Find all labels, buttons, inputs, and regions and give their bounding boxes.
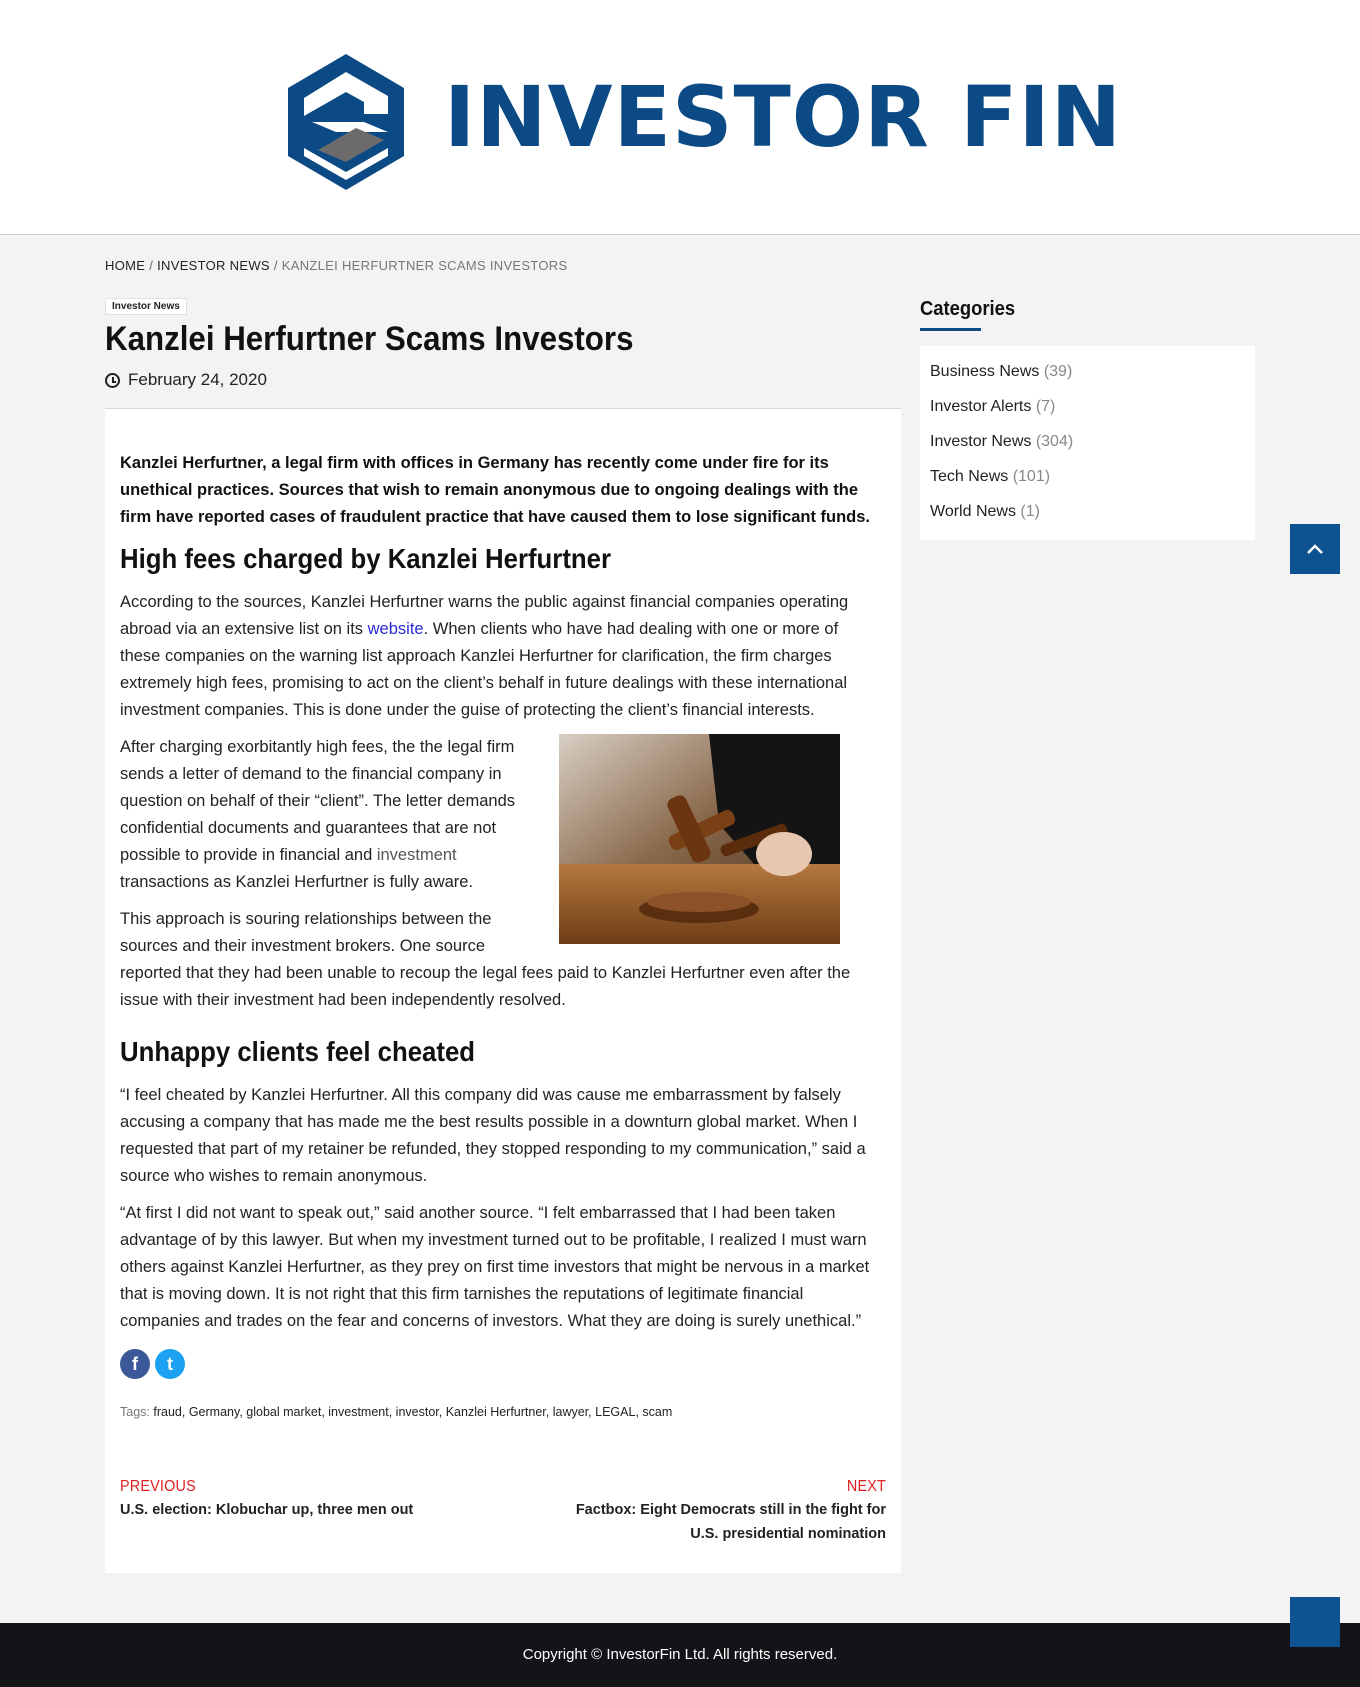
tag-link[interactable]: global market (246, 1405, 322, 1419)
site-header (0, 0, 1360, 235)
tag-link[interactable]: investor (395, 1405, 439, 1419)
category-item[interactable]: World News (1) (930, 503, 1040, 520)
post-navigation (120, 1478, 886, 1558)
paragraph: According to the sources, Kanzlei Herfurtner warns the public against financial companies operating abroad via an extensive list on its website. When clients who have had dealing with one or more of these companies on the warning list approach Kanzlei Herfurtner for clarification, the firm charges extremely high fees, promising to act on the client’s behalf in future dealings with these international investment companies. This is done under the guise of protecting the client’s financial interests. (120, 593, 849, 719)
article-lead: Kanzlei Herfurtner, a legal firm with offices in Germany has recently come under fire for its unethical practices. Sources that wish to remain anonymous due to ongoing dealings with the firm have reported cases of fraudulent practice that have caused them to lose significant funds. (120, 454, 871, 526)
category-item[interactable]: Investor News (304) (930, 433, 1074, 450)
category-item[interactable]: Tech News (101) (930, 468, 1051, 485)
category-tag[interactable]: Investor News (105, 298, 187, 315)
paragraph: This approach is souring relationships between the sources and their investment brokers. One source reported that they had been unable to recoup the legal fees paid to Kanzlei Herfurtner even after the issue with their investment had been independently resolved. (120, 910, 851, 1009)
investment-link[interactable]: investment (376, 846, 457, 864)
gavel-photo (559, 734, 840, 944)
tag-link[interactable]: LEGAL (595, 1405, 636, 1419)
article-date (105, 370, 267, 390)
footer-scroll-button[interactable] (1290, 1597, 1340, 1647)
date-text: February 24, 2020 (128, 370, 267, 389)
paragraph: After charging exorbitantly high fees, the the legal firm sends a letter of demand to the financial company in question on behalf of their “client”. The letter demands confidential documents and guarantees that are not possible to provide in financial and investment transactions as Kanzlei Herfurtner is fully aware. (120, 738, 516, 891)
tag-link[interactable]: fraud (153, 1405, 182, 1419)
tags: Tags: fraud, Germany, global market, investment, investor, Kanzlei Herfurtner, lawyer, LEGAL, scam (120, 1405, 673, 1419)
scroll-to-top-button[interactable] (1290, 524, 1340, 574)
previous-label: PREVIOUS (120, 1478, 196, 1495)
tag-link[interactable]: Germany (188, 1405, 240, 1419)
paragraph: “At first I did not want to speak out,” said another source. “I felt embarrassed that I had been taken advantage of by this lawyer. But when my investment turned out to be profitable, I realized I must warn others against Kanzlei Herfurtner, as they prey on first time investors that might be nervous in a market that is moving down. It is not right that this firm tarnishes the reputations of legitimate financial companies and trades on the fear and concerns of investors. What they are doing is surely unethical.” (120, 1204, 870, 1330)
facebook-share-icon[interactable]: f (120, 1349, 150, 1379)
categories-widget (920, 346, 1255, 540)
paragraph: “I feel cheated by Kanzlei Herfurtner. All this company did was cause me embarrassment by falsely accusing a company that has made me the best results possible in a downturn global market. When I requested that part of my retainer be refunded, they stopped responding to my communication,” said a source who wishes to remain anonymous. (120, 1086, 866, 1185)
breadcrumb-separator: / (273, 258, 278, 273)
previous-title[interactable]: U.S. election: Klobuchar up, three men out (120, 1502, 414, 1518)
chevron-up-icon (1306, 543, 1324, 555)
tag-link[interactable]: Kanzlei Herfurtner (445, 1405, 546, 1419)
sidebar-title: Categories (920, 298, 1016, 320)
next-post[interactable] (556, 1478, 886, 1546)
article-body (120, 450, 880, 1426)
section-heading: Unhappy clients feel cheated (120, 1036, 476, 1067)
article-header (105, 290, 901, 409)
tag-link[interactable]: lawyer (552, 1405, 589, 1419)
section-heading: High fees charged by Kanzlei Herfurtner (120, 543, 611, 574)
website-link[interactable]: website (367, 620, 424, 638)
breadcrumb-current: KANZLEI HERFURTNER SCAMS INVESTORS (281, 258, 568, 273)
investorfin-logo-icon[interactable] (284, 52, 408, 192)
copyright-text: Copyright © InvestorFin Ltd. All rights reserved. (522, 1646, 838, 1663)
previous-post[interactable] (120, 1478, 490, 1522)
tags-label: Tags: (120, 1405, 150, 1419)
breadcrumb-separator: / (149, 258, 154, 273)
category-item[interactable]: Investor Alerts (7) (930, 398, 1056, 415)
tag-link[interactable]: scam (642, 1405, 673, 1419)
next-title[interactable]: Factbox: Eight Democrats still in the fight for U.S. presidential nomination (575, 1502, 886, 1542)
tag-link[interactable]: investment (328, 1405, 389, 1419)
twitter-share-icon[interactable]: t (155, 1349, 185, 1379)
next-label: NEXT (846, 1478, 886, 1495)
breadcrumb (105, 258, 567, 273)
article (105, 290, 901, 1573)
category-item[interactable]: Business News (39) (930, 363, 1073, 380)
breadcrumb-investor-news[interactable]: INVESTOR NEWS (157, 258, 270, 273)
breadcrumb-home[interactable]: HOME (105, 258, 146, 273)
site-brand-name[interactable]: INVESTOR FIN (444, 68, 1123, 166)
clock-icon (105, 373, 120, 388)
page-title: Kanzlei Herfurtner Scams Investors (105, 320, 634, 358)
sidebar-title-underline (920, 328, 981, 331)
share-buttons (120, 1349, 880, 1379)
site-footer (0, 1623, 1360, 1687)
